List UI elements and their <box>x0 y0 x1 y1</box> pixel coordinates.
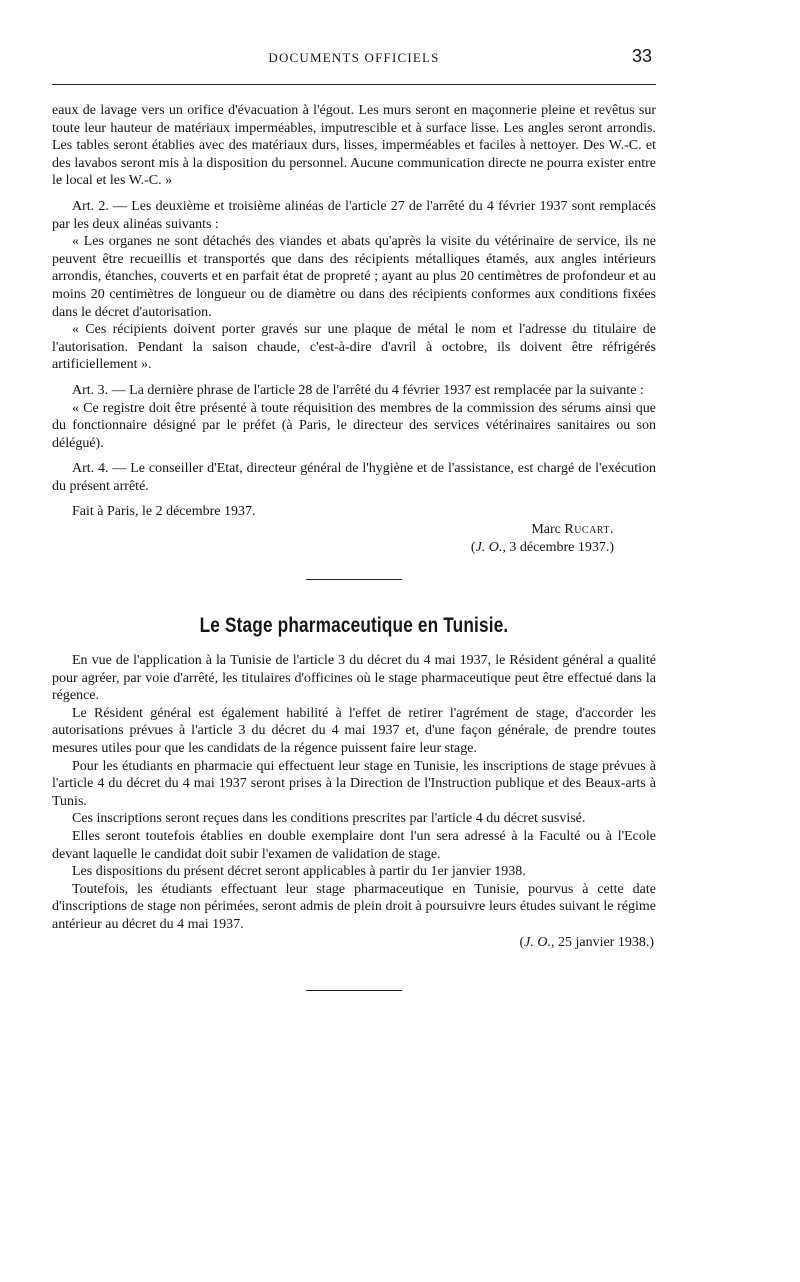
page-number: 33 <box>631 46 652 66</box>
paragraph-date: Fait à Paris, le 2 décembre 1937. <box>72 504 256 520</box>
page-header <box>52 46 656 72</box>
paragraph: eaux de lavage vers un orifice d'évacuation à l'égout. Les murs seront en maçonnerie pleine et revêtus sur toute leur hauteur de matériaux imperméables, imputrescible et à surface lisse. Les angles seront arrondis. Les tables seront établies avec des matériaux durs, lisses, imperméables et faciles à nettoyer. Des W.-C. et des lavabos seront mis à la disposition du personnel. Aucune communication directe ne pourra exister entre le local et les W.-C. » <box>52 103 656 189</box>
paragraph: Elles seront toutefois établies en double exemplaire dont l'un sera adressé à la Faculté ou à l'Ecole devant laquelle le candidat doit subir l'examen de validation de stage. <box>52 829 656 862</box>
signature <box>52 521 656 539</box>
paragraph: « Ces récipients doivent porter gravés sur une plaque de métal le nom et l'adresse du titulaire de l'autorisation. Pendant la saison chaude, c'est-à-dire d'avril à octobre, ils doivent être réfrigérés artificiellement ». <box>52 322 656 373</box>
source-citation: (J. O., 3 décembre 1937.) <box>470 540 614 556</box>
paragraph: En vue de l'application à la Tunisie de l'article 3 du décret du 4 mai 1937, le Résident général a qualité pour agréer, par voie d'arrêté, les titulaires d'officines où le stage pharmaceutique peut être effectué dans la régence. <box>52 653 656 704</box>
source-date: , 3 décembre 1937.) <box>502 540 614 556</box>
paragraph: « Ce registre doit être présenté à toute réquisition des membres de la commission des sérums ainsi que du fonctionnaire désigné par le préfet (à Paris, le directeur des services vétérinaires sanitaires ou son délégué). <box>52 400 656 451</box>
paragraph: « Les organes ne sont détachés des viandes et abats qu'après la visite du vétérinaire de service, ils ne peuvent être recueillis et transportés que dans des récipients métalliques étamés, aux angles intérieurs arrondis, étanches, couverts et en parfait état de propreté ; ayant au plus 20 centimètres de profondeur et au moins 20 centimètres de longueur ou de diamètre ou dans des récipients conformes aux conditions fixées dans le décret d'autorisation. <box>52 234 656 320</box>
source-journal: J. O. <box>475 540 503 556</box>
signature-first-name: Marc <box>531 522 561 538</box>
paragraph: Ces inscriptions seront reçues dans les conditions prescrites par l'article 4 du décret susvisé. <box>72 811 586 827</box>
source-citation-2: (J. O., 25 janvier 1938.) <box>519 934 654 950</box>
paragraph: Le Résident général est également habilité à l'effet de retirer l'agrément de stage, d'accorder les autorisations prévues à l'article 3 du décret du 4 mai 1937 et, d'une façon générale, de prendre toutes mesures utiles pour que les candidats de la régence puissent faire leur stage. <box>52 705 656 757</box>
page-content <box>52 102 656 991</box>
paragraph: Pour les étudiants en pharmacie qui effectuent leur stage en Tunisie, les inscriptions de stage prévues à l'article 4 du décret du 4 mai 1937 seront prises à la Direction de l'Instruction publique et des Beaux-arts à Tunis. <box>52 758 656 809</box>
source-journal: J. O. <box>524 934 551 950</box>
source-date: , 25 janvier 1938.) <box>550 934 654 950</box>
paragraph-art-4: Art. 4. — Le conseiller d'Etat, directeur général de l'hygiène et de l'assistance, est chargé de l'exécution du présent arrêté. <box>52 461 656 494</box>
paragraph: Toutefois, les étudiants effectuant leur stage pharmaceutique en Tunisie, pourvus à cette date d'inscriptions de stage non périmées, seront admis de plein droit à poursuivre leurs études suivant le régime antérieur au décret du 4 mai 1937. <box>52 881 656 932</box>
section-title: Le Stage pharmaceutique en Tunisie. <box>199 614 509 638</box>
paragraph: Les dispositions du présent décret seront applicables à partir du 1er janvier 1938. <box>72 864 526 880</box>
header-rule <box>52 84 656 85</box>
signature-last-name: Rucart. <box>564 522 614 538</box>
running-title: DOCUMENTS OFFICIELS <box>268 50 440 65</box>
paragraph-art-3: Art. 3. — La dernière phrase de l'article 28 de l'arrêté du 4 février 1937 est remplacée par la suivante : <box>72 382 644 398</box>
end-divider <box>306 990 402 991</box>
paragraph-art-2: Art. 2. — Les deuxième et troisième alinéas de l'article 27 de l'arrêté du 4 février 1937 sont remplacés par les deux alinéas suivants : <box>52 198 656 232</box>
